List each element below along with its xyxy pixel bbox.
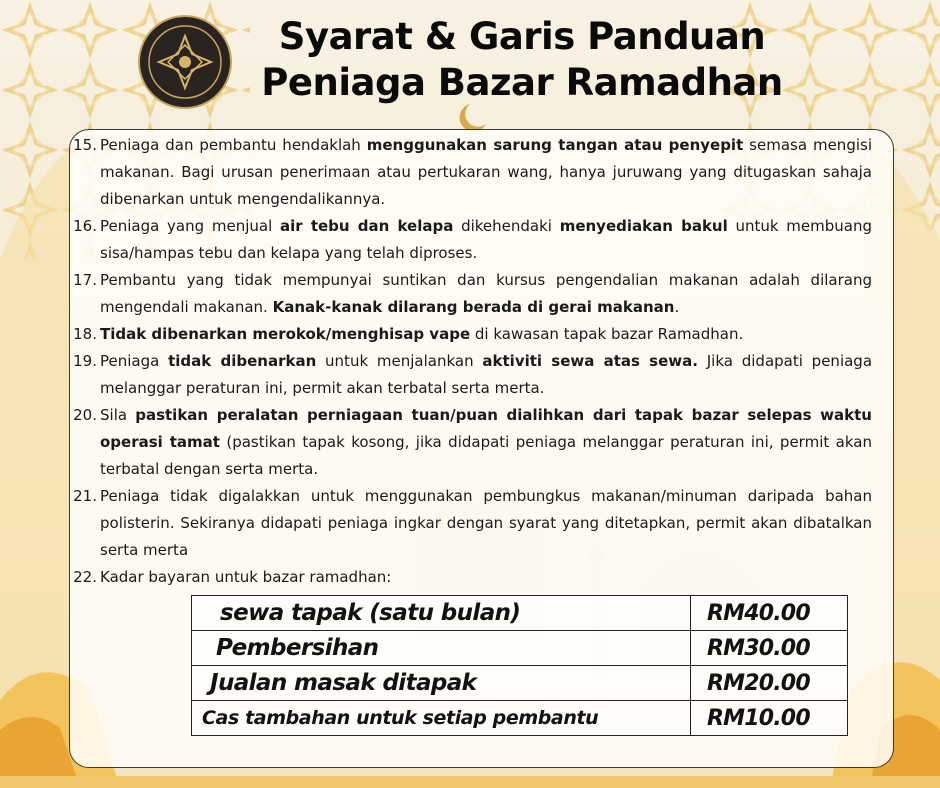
rule-text: Peniaga tidak digalakkan untuk menggunakan pembungkus makanan/minuman daripada bahan polisterin. Sekiranya didapati peniaga ingkar dengan syarat yang ditetapkan, permit akan dibatalkan serta merta (100, 487, 872, 559)
rule-item (72, 483, 872, 564)
rate-item: sewa tapak (satu bulan) (192, 596, 691, 631)
rule-text: di kawasan tapak bazar Ramadhan. (470, 325, 744, 343)
rule-number: 21. (73, 487, 97, 505)
rule-text: . (674, 298, 680, 316)
rule-text: Pembantu yang tidak mempunyai suntikan dan kursus pengendalian makanan adalah dilarang mengendali makanan. (100, 271, 872, 316)
rates-table (191, 595, 848, 736)
rule-emphasis: menggunakan sarung tangan atau penyepit (366, 136, 744, 154)
rule-text: Kadar bayaran untuk bazar ramadhan: (100, 568, 392, 586)
rule-number: 15. (73, 136, 97, 154)
rule-item (72, 321, 872, 348)
rule-text: dikehendaki (453, 217, 560, 235)
rule-emphasis: Tidak dibenarkan merokok/menghisap vape (100, 325, 471, 343)
rule-item (72, 213, 872, 267)
rule-text: Peniaga dan pembantu hendaklah (100, 136, 367, 154)
rate-amount: RM10.00 (691, 701, 848, 736)
rate-item: Jualan masak ditapak (192, 666, 691, 701)
rule-number: 16. (73, 217, 97, 235)
rule-text: Jika didapati peniaga melanggar peraturan ini, permit akan terbatal serta merta. (100, 352, 873, 397)
rules-list (72, 132, 872, 591)
rate-row (192, 596, 848, 631)
rule-emphasis: air tebu dan kelapa (279, 217, 454, 235)
rule-number: 17. (73, 271, 97, 289)
rule-text: Peniaga yang menjual (100, 217, 280, 235)
rate-amount: RM40.00 (691, 596, 848, 631)
rule-emphasis: Kanak-kanak dilarang berada di gerai makanan (272, 298, 675, 316)
rule-number: 22. (73, 568, 97, 586)
rule-item (72, 132, 872, 213)
rate-amount: RM30.00 (691, 631, 848, 666)
title-line-1: Syarat & Garis Panduan (278, 15, 766, 58)
rule-number: 19. (73, 352, 97, 370)
rule-text: untuk menjalankan (316, 352, 483, 370)
rule-text: Peniaga (100, 352, 169, 370)
page-title (232, 14, 812, 106)
rule-text: untuk membuang sisa/hampas tebu dan kelapa yang telah diproses. (100, 217, 872, 262)
rate-row (192, 666, 848, 701)
rule-number: 18. (73, 325, 97, 343)
rate-item: Pembersihan (192, 631, 691, 666)
rule-text: (pastikan tapak kosong, jika didapati peniaga melanggar peraturan ini, permit akan terbatal dengan serta merta. (100, 433, 872, 478)
rule-item (72, 564, 872, 591)
title-line-2: Peniaga Bazar Ramadhan (261, 61, 783, 104)
rule-item (72, 267, 872, 321)
rule-item (72, 348, 872, 402)
rate-row (192, 701, 848, 736)
rate-amount: RM20.00 (691, 666, 848, 701)
council-logo (137, 14, 233, 110)
rule-emphasis: tidak dibenarkan (168, 352, 317, 370)
rule-text: Sila (100, 406, 136, 424)
rule-emphasis: menyediakan bakul (559, 217, 728, 235)
rate-item: Cas tambahan untuk setiap pembantu (192, 701, 691, 736)
rule-emphasis: pastikan peralatan perniagaan tuan/puan dialihkan dari tapak bazar selepas waktu operasi tamat (100, 406, 872, 451)
rule-number: 20. (73, 406, 97, 424)
rule-item (72, 402, 872, 483)
rule-text: semasa mengisi makanan. Bagi urusan penerimaan atau pertukaran wang, hanya juruwang yang ditugaskan sahaja dibenarkan untuk mengendalikannya. (100, 136, 872, 208)
rule-emphasis: aktiviti sewa atas sewa. (482, 352, 698, 370)
rate-row (192, 631, 848, 666)
